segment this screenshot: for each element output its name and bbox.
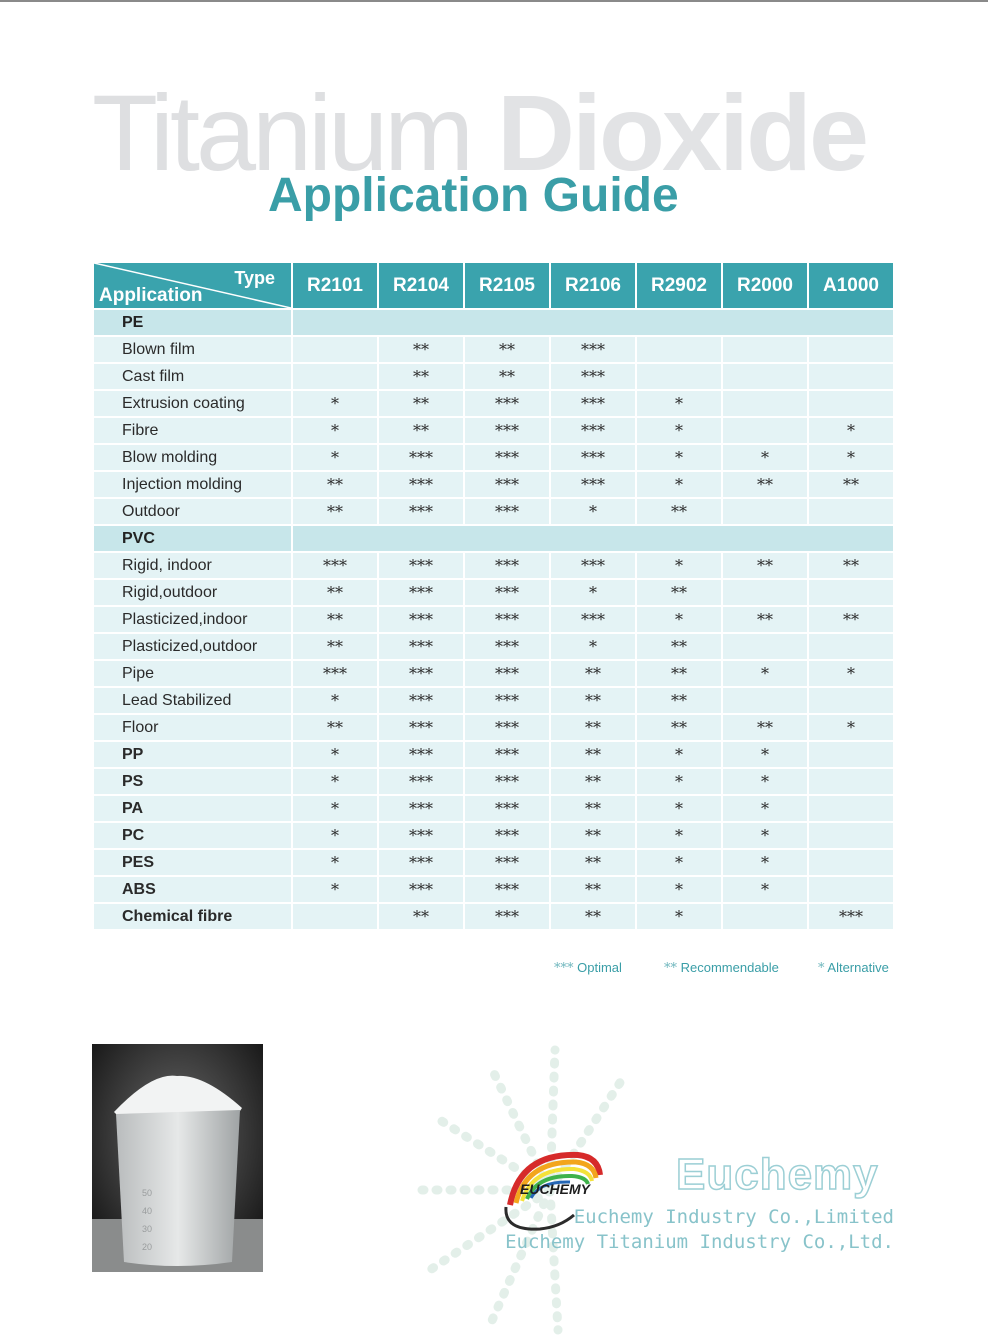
rating-cell: * [551,499,635,524]
table-row [94,769,893,794]
rating-cell: * [293,742,377,767]
table-header-row [94,263,893,308]
rating-cell: * [637,418,721,443]
section-row [94,310,893,335]
application-name: PE [94,310,291,335]
rating-cell [809,499,893,524]
rating-cell: *** [551,391,635,416]
rating-cell: ** [551,715,635,740]
application-name: PS [94,769,291,794]
legend-recommendable [664,960,779,976]
rating-cell: ** [293,607,377,632]
rating-cell [293,364,377,389]
rating-cell: ** [551,688,635,713]
table-row [94,391,893,416]
column-header: A1000 [809,263,893,308]
rating-cell: * [293,688,377,713]
rating-cell: *** [465,391,549,416]
table-row [94,742,893,767]
application-guide-table [92,261,895,931]
rating-cell: * [637,553,721,578]
application-name: Cast film [94,364,291,389]
rating-cell: ** [379,904,463,929]
table-row [94,472,893,497]
rating-cell [723,634,807,659]
rating-cell: *** [379,607,463,632]
rating-cell: *** [379,850,463,875]
legend-optimal [554,960,622,976]
rating-cell: ** [465,337,549,362]
rating-cell: *** [465,823,549,848]
legend-label: Optimal [577,960,622,975]
rating-cell: ** [637,715,721,740]
application-name: PP [94,742,291,767]
rating-cell: * [637,850,721,875]
table-row [94,634,893,659]
rating-cell: ** [551,850,635,875]
application-name: PES [94,850,291,875]
rating-cell [809,364,893,389]
rating-cell [809,877,893,902]
rating-cell: *** [379,499,463,524]
rating-cell: * [293,823,377,848]
rating-cell: ** [379,418,463,443]
company-line-2: Euchemy Titanium Industry Co.,Ltd. [505,1231,894,1253]
title-bold-word: Dioxide [497,72,867,193]
rating-cell: * [293,796,377,821]
svg-text:40: 40 [142,1206,153,1216]
rating-cell: *** [379,445,463,470]
rating-cell [809,688,893,713]
rating-cell: *** [379,688,463,713]
rating-cell: * [293,418,377,443]
rating-cell: *** [465,607,549,632]
application-name: Pipe [94,661,291,686]
rating-cell: * [809,445,893,470]
rating-cell: *** [379,823,463,848]
rating-cell: *** [379,634,463,659]
column-header: R2000 [723,263,807,308]
application-name: Blow molding [94,445,291,470]
rating-cell: * [293,769,377,794]
rating-cell: * [723,742,807,767]
rating-cell: *** [465,877,549,902]
rating-cell: * [637,445,721,470]
column-header: R2105 [465,263,549,308]
rating-cell: *** [465,418,549,443]
rating-cell: ** [809,607,893,632]
rating-cell: ** [551,877,635,902]
table-row [94,661,893,686]
rating-cell [723,580,807,605]
rating-cell [809,796,893,821]
rating-cell: ** [723,553,807,578]
rating-cell: * [723,661,807,686]
rating-cell: ** [379,391,463,416]
legend-stars: ** [664,961,677,976]
table-row [94,553,893,578]
application-name: Rigid,outdoor [94,580,291,605]
application-name: ABS [94,877,291,902]
rating-cell: ** [551,904,635,929]
rating-cell: *** [465,688,549,713]
rating-cell: * [637,877,721,902]
svg-text:30: 30 [142,1224,153,1234]
rating-cell: *** [379,877,463,902]
rating-cell: *** [379,742,463,767]
table-row [94,337,893,362]
rating-cell [637,337,721,362]
rating-cell: ** [293,580,377,605]
rating-cell [809,823,893,848]
table-row [94,445,893,470]
application-name: Plasticized,outdoor [94,634,291,659]
application-name: Fibre [94,418,291,443]
section-fill [293,526,893,551]
application-name: Lead Stabilized [94,688,291,713]
section-fill [293,310,893,335]
rating-cell: *** [465,904,549,929]
rating-cell: * [637,769,721,794]
table-row [94,796,893,821]
rating-cell [809,337,893,362]
rating-cell [723,418,807,443]
rating-cell: ** [379,364,463,389]
rating-cell: ** [723,715,807,740]
rating-cell: * [551,580,635,605]
rating-cell: *** [551,364,635,389]
rating-cell: *** [465,661,549,686]
rating-cell: * [551,634,635,659]
rating-cell: *** [379,715,463,740]
table-body [94,310,893,929]
corner-type-label: Type [234,268,275,288]
rating-cell: * [293,850,377,875]
rating-cell: ** [637,499,721,524]
rating-cell [809,634,893,659]
rating-cell: *** [465,769,549,794]
rating-cell: ** [809,553,893,578]
application-name: PC [94,823,291,848]
rating-cell: ** [551,769,635,794]
top-rule [0,0,988,2]
rating-cell: * [637,823,721,848]
rating-cell: *** [465,796,549,821]
application-name: Floor [94,715,291,740]
rating-cell [723,499,807,524]
application-name: Plasticized,indoor [94,607,291,632]
rating-cell: * [809,661,893,686]
rating-cell: *** [465,742,549,767]
brand-name: Euchemy [676,1150,879,1199]
rating-cell [293,904,377,929]
rating-cell: * [723,769,807,794]
application-name: Injection molding [94,472,291,497]
rating-cell: * [723,796,807,821]
application-name: PVC [94,526,291,551]
table-row [94,607,893,632]
page-subtitle: Application Guide [268,169,679,222]
rating-cell: * [637,904,721,929]
rating-cell: * [809,418,893,443]
rating-cell: ** [465,364,549,389]
rating-cell: ** [551,823,635,848]
rating-cell [723,688,807,713]
rating-cell: *** [465,715,549,740]
rating-cell: ** [723,472,807,497]
rating-cell: ** [551,742,635,767]
rating-cell: * [293,877,377,902]
rating-cell: *** [379,553,463,578]
rating-cell: ** [551,796,635,821]
rating-cell: * [637,796,721,821]
rating-cell: ** [809,472,893,497]
rating-cell: * [723,445,807,470]
rating-cell: *** [465,472,549,497]
rating-cell: *** [379,472,463,497]
legend-label: Recommendable [680,960,779,975]
rating-cell: * [637,607,721,632]
rating-cell: ** [293,634,377,659]
application-name: Chemical fibre [94,904,291,929]
rating-cell: * [293,391,377,416]
rating-cell: *** [379,796,463,821]
svg-text:50: 50 [142,1188,153,1198]
rating-cell [809,769,893,794]
table-row [94,904,893,929]
svg-text:20: 20 [142,1242,153,1252]
application-name: Extrusion coating [94,391,291,416]
rating-cell [809,391,893,416]
legend-alternative [818,960,889,976]
column-header: R2104 [379,263,463,308]
rating-cell [809,742,893,767]
rating-cell: * [637,742,721,767]
corner-application-label: Application [99,285,203,306]
rating-cell: * [637,472,721,497]
rating-cell: ** [293,715,377,740]
rating-cell: ** [379,337,463,362]
rating-cell: *** [379,769,463,794]
rating-cell: * [723,850,807,875]
rating-cell: *** [465,850,549,875]
table-row [94,715,893,740]
legend-stars: * [818,961,825,976]
rating-cell: *** [551,607,635,632]
table-row [94,823,893,848]
title-light-word: Titanium [92,72,471,193]
application-name: PA [94,796,291,821]
rating-cell: * [293,445,377,470]
rating-cell [637,364,721,389]
rating-cell [809,850,893,875]
logo-text: EUCHEMY [520,1181,591,1197]
rating-cell: ** [293,472,377,497]
rating-cell: * [723,823,807,848]
table-row [94,418,893,443]
product-photo [92,1044,263,1272]
rating-cell: *** [465,445,549,470]
section-row [94,526,893,551]
legend-stars: *** [554,961,574,976]
application-name: Blown film [94,337,291,362]
rating-cell: *** [551,553,635,578]
rating-cell [293,337,377,362]
column-header: R2101 [293,263,377,308]
table-row [94,688,893,713]
rating-cell: ** [637,688,721,713]
rating-cell: *** [379,580,463,605]
rating-cell [809,580,893,605]
table-corner-cell [94,263,291,308]
application-name: Outdoor [94,499,291,524]
application-name: Rigid, indoor [94,553,291,578]
table-row [94,580,893,605]
column-header: R2902 [637,263,721,308]
rating-cell: *** [551,472,635,497]
rating-cell: ** [293,499,377,524]
rating-cell [723,391,807,416]
rating-cell: ** [723,607,807,632]
rating-cell: ** [637,580,721,605]
table-row [94,877,893,902]
rating-cell: *** [465,634,549,659]
rating-cell: * [637,391,721,416]
rating-cell: *** [465,580,549,605]
rating-cell [723,364,807,389]
rating-cell: ** [637,661,721,686]
rating-cell: *** [293,553,377,578]
column-header: R2106 [551,263,635,308]
rating-cell: *** [379,661,463,686]
rating-cell: *** [551,445,635,470]
rating-cell: *** [293,661,377,686]
rating-cell: ** [637,634,721,659]
table-row [94,364,893,389]
rating-cell: *** [551,418,635,443]
rating-cell [723,337,807,362]
rating-cell: ** [551,661,635,686]
table-row [94,850,893,875]
rating-cell: *** [809,904,893,929]
company-line-1: Euchemy Industry Co.,Limited [573,1206,894,1228]
rating-cell: *** [551,337,635,362]
rating-cell: *** [465,499,549,524]
rating-cell: *** [465,553,549,578]
rating-cell [723,904,807,929]
table-row [94,499,893,524]
rating-cell: * [723,877,807,902]
rating-cell: * [809,715,893,740]
legend-label: Alternative [827,960,889,975]
